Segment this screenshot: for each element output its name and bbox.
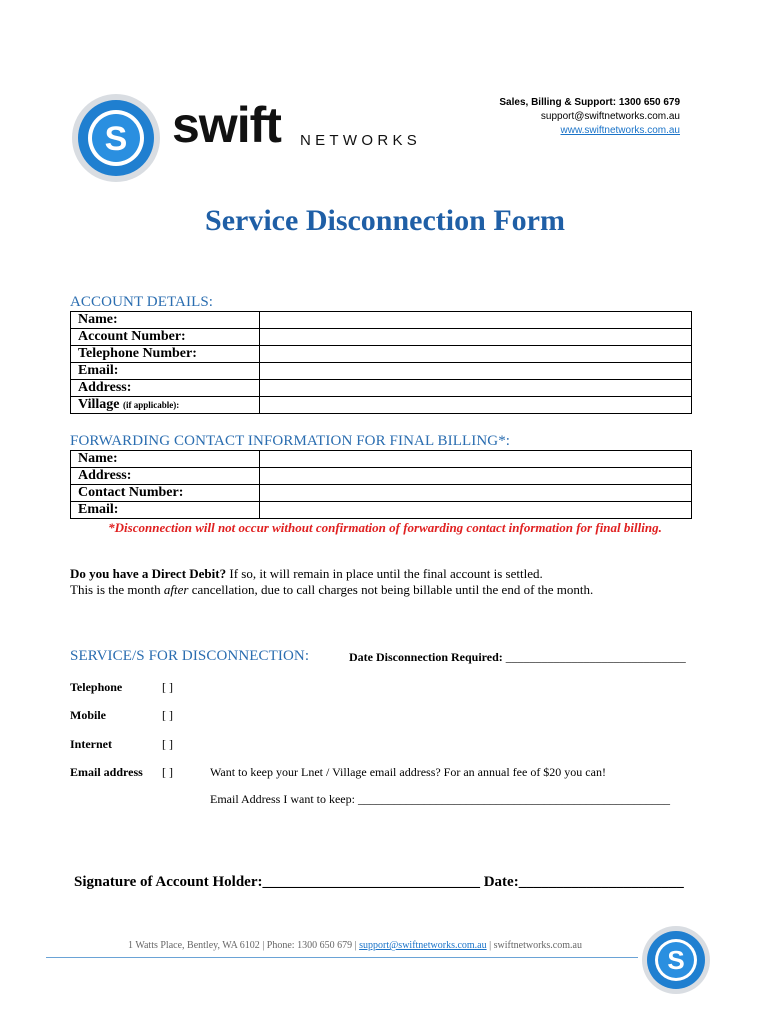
- forwarding-email-field[interactable]: [260, 502, 692, 519]
- service-internet: [70, 737, 112, 752]
- direct-debit-line2-rest: cancellation, due to call charges not being billable until the end of the month.: [188, 582, 594, 597]
- direct-debit-text: If so, it will remain in place until the final account is settled.: [226, 566, 543, 581]
- footer-divider: [46, 957, 638, 958]
- table-row: [71, 485, 692, 502]
- village-field[interactable]: [260, 397, 692, 414]
- table-row: [71, 380, 692, 397]
- direct-debit-question: Do you have a Direct Debit?: [70, 566, 227, 581]
- service-telephone: [70, 680, 122, 695]
- field-label: Account Number:: [71, 329, 260, 346]
- logo-wordmark: swift: [172, 97, 281, 153]
- signature-field[interactable]: _____________________________: [262, 874, 480, 890]
- table-row: [71, 502, 692, 519]
- footer-logo-letter: S: [667, 945, 685, 975]
- footer-email-link[interactable]: support@swiftnetworks.com.au: [359, 940, 487, 951]
- forwarding-table: [70, 450, 692, 519]
- forwarding-contact-field[interactable]: [260, 485, 692, 502]
- field-label: Contact Number:: [71, 485, 260, 502]
- page-title: Service Disconnection Form: [205, 204, 565, 237]
- direct-debit-line2: This is the month: [70, 582, 164, 597]
- logo-letter: S: [104, 120, 128, 158]
- signature-row: [74, 874, 684, 891]
- table-row: [71, 397, 692, 414]
- email-field[interactable]: [260, 363, 692, 380]
- service-label: Mobile: [70, 708, 106, 722]
- table-row: [71, 468, 692, 485]
- account-number-field[interactable]: [260, 329, 692, 346]
- website-link[interactable]: www.swiftnetworks.com.au: [560, 125, 680, 136]
- keep-email-offer: Want to keep your Lnet / Village email address? For an annual fee of $20 you can!: [210, 765, 606, 779]
- table-row: [71, 312, 692, 329]
- keep-email-row: [210, 792, 670, 807]
- account-details-heading: ACCOUNT DETAILS:: [70, 294, 214, 310]
- field-label: [71, 397, 260, 414]
- contact-phone: Sales, Billing & Support: 1300 650 679: [499, 97, 680, 108]
- field-label: Name:: [71, 312, 260, 329]
- service-label: Internet: [70, 737, 112, 751]
- forwarding-address-field[interactable]: [260, 468, 692, 485]
- table-row: [71, 346, 692, 363]
- village-label: Village: [78, 397, 120, 412]
- field-label: Telephone Number:: [71, 346, 260, 363]
- field-label: Name:: [71, 451, 260, 468]
- forwarding-name-field[interactable]: [260, 451, 692, 468]
- telephone-field[interactable]: [260, 346, 692, 363]
- logo-subtext: NETWORKS: [300, 132, 422, 149]
- date-required: [349, 650, 686, 665]
- footer-site: | swiftnetworks.com.au: [486, 940, 582, 951]
- footer-address-text: 1 Watts Place, Bentley, WA 6102 | Phone: 1300 650 679 |: [128, 940, 360, 951]
- name-field[interactable]: [260, 312, 692, 329]
- direct-debit-emphasis: after: [163, 582, 189, 597]
- date-required-label: Date Disconnection Required:: [349, 650, 503, 664]
- service-mobile: [70, 708, 106, 723]
- internet-checkbox[interactable]: [ ]: [162, 737, 173, 751]
- forwarding-heading: FORWARDING CONTACT INFORMATION FOR FINAL BILLING*:: [70, 433, 511, 449]
- field-label: Address:: [71, 468, 260, 485]
- footer-logo-mark: [640, 924, 712, 996]
- telephone-checkbox[interactable]: [ ]: [162, 680, 173, 694]
- table-row: [71, 363, 692, 380]
- keep-email-label: Email Address I want to keep:: [210, 792, 355, 806]
- field-label: Email:: [71, 502, 260, 519]
- table-row: [71, 329, 692, 346]
- field-label: Email:: [71, 363, 260, 380]
- service-label: Telephone: [70, 680, 123, 694]
- contact-email: support@swiftnetworks.com.au: [540, 111, 680, 122]
- signature-label: Signature of Account Holder:: [74, 874, 263, 890]
- signature-date-field[interactable]: ______________________: [518, 874, 684, 890]
- logo-mark: [70, 92, 162, 184]
- signature-date-label: Date:: [483, 874, 519, 890]
- date-required-field[interactable]: ______________________________: [505, 650, 686, 664]
- service-label: Email address: [70, 765, 143, 779]
- direct-debit-paragraph: [70, 566, 593, 598]
- forwarding-warning: *Disconnection will not occur without confirmation of forwarding contact information for final billing.: [108, 520, 662, 535]
- footer-address: [0, 940, 710, 951]
- account-details-table: [70, 311, 692, 414]
- mobile-checkbox[interactable]: [ ]: [162, 708, 173, 722]
- email-checkbox[interactable]: [ ]: [162, 765, 173, 779]
- village-note: (if applicable):: [122, 400, 180, 410]
- contact-block: [499, 96, 680, 138]
- field-label: Address:: [71, 380, 260, 397]
- service-email: [70, 765, 143, 780]
- keep-email-field[interactable]: ____________________________________________________: [357, 792, 670, 806]
- address-field[interactable]: [260, 380, 692, 397]
- services-heading: SERVICE/S FOR DISCONNECTION:: [70, 648, 310, 664]
- table-row: [71, 451, 692, 468]
